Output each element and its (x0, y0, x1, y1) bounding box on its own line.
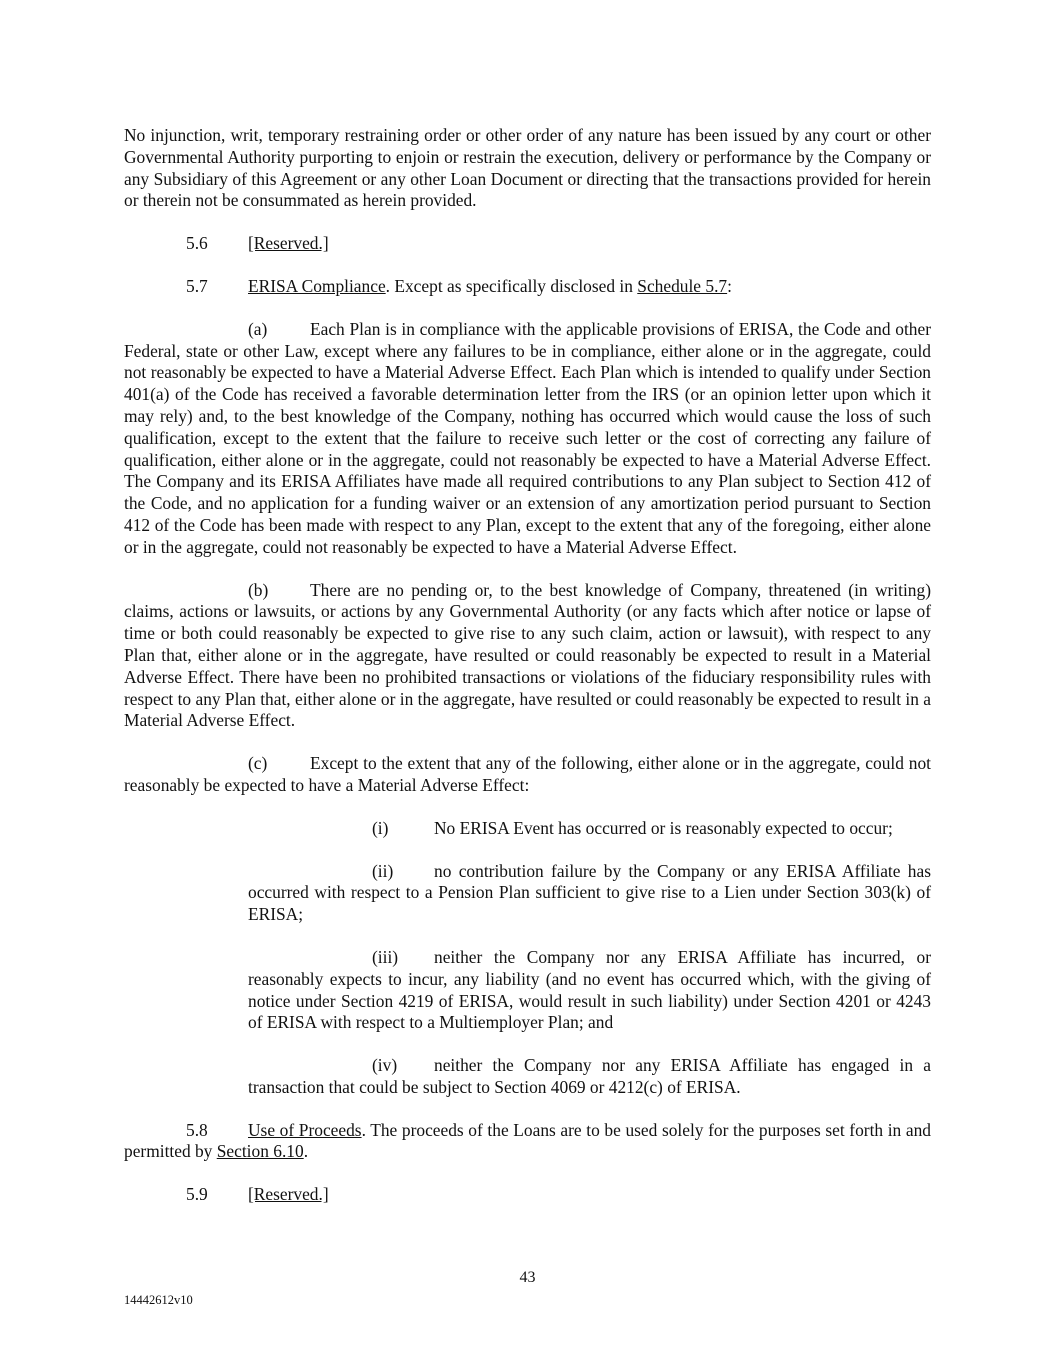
section-title: [Reserved.] (248, 1184, 329, 1205)
section-lead-text: . Except as specifically disclosed in (385, 275, 638, 296)
subparagraph-iv (248, 1055, 931, 1099)
section-title: ERISA Compliance (248, 275, 386, 296)
paragraph-a (124, 319, 931, 559)
subparagraph-text: no contribution failure by the Company or any ERISA Affiliate has occurred with respect to a Pension Plan sufficient to give rise to a Lien under Section 303(k) of ERISA; (248, 860, 931, 925)
intro-paragraph: No injunction, writ, temporary restraining order or other order of any nature has been issued by any court or other Governmental Authority purporting to enjoin or restrain the execution, delivery or performance by the Company or any Subsidiary of this Agreement or any other Loan Document or directing that the transactions provided for herein or therein not be consummated as herein provided. (124, 125, 931, 211)
paragraph-label: (c) (248, 753, 268, 774)
subparagraph-text: neither the Company nor any ERISA Affiliate has incurred, or reasonably expects to incur, any liability (and no event has occurred which, with the giving of notice under Section 4219 of ERISA, would result in such liability) under Section 4201 or 4243 of ERISA with respect to a Multiemployer Plan; and (248, 946, 931, 1033)
paragraph-c (124, 753, 931, 797)
section-5-7: 5.7 ERISA Compliance. Except as specifically disclosed in Schedule 5.7: (186, 275, 732, 296)
section-number: 5.7 (186, 275, 208, 296)
page-number: 43 (519, 1269, 536, 1286)
section-number: 5.6 (186, 233, 208, 254)
subparagraph-ii (248, 861, 931, 926)
paragraph-text: Except to the extent that any of the following, either alone or in the aggregate, could not reasonably be expected to have a Material Adverse Effect: (124, 753, 931, 795)
schedule-reference: Schedule 5.7 (637, 275, 728, 296)
section-reference: Section 6.10 (216, 1141, 304, 1162)
subparagraph-iii (248, 947, 931, 1034)
section-title: Use of Proceeds (248, 1119, 362, 1140)
paragraph-label: (b) (248, 579, 269, 600)
section-lead-text: . The proceeds of the Loans are to be used solely for the purposes set forth in and permitted by (124, 1119, 931, 1162)
paragraph-text: Each Plan is in compliance with the applicable provisions of ERISA, the Code and other Federal, state or other Law, except where any failures to be in compliance, either alone or in the aggregate, could not reasonably be expected to have a Material Adverse Effect. Each Plan which is intended to qualify under Section 401(a) of the Code has received a favorable determination letter from the IRS (or an opinion letter upon which it may rely) and, to the best knowledge of the Company, nothing has occurred which would cause the loss of such qualification, except to the extent that the failure to receive such letter or the cost of correcting any failure of qualification, either alone or in the aggregate, could not reasonably be expected to have a Material Adverse Effect. The Company and its ERISA Affiliates have made all required contributions to any Plan subject to Section 412 of the Code, and no application for a funding waiver or an extension of any amortization period pursuant to Section 412 of the Code has been made with respect to any Plan, except to the extent that any of the foregoing, either alone or in the aggregate, could not reasonably be expected to have a Material Adverse Effect. (124, 318, 931, 557)
subparagraph-text: No ERISA Event has occurred or is reasonably expected to occur; (434, 817, 893, 838)
section-5-9 (124, 1184, 931, 1206)
subparagraph-i (248, 818, 931, 840)
subparagraph-label: (i) (372, 817, 389, 838)
paragraph-text: There are no pending or, to the best knowledge of Company, threatened (in writing) claims, actions or lawsuits, or actions by any Governmental Authority (or any facts which after notice or lapse of time or both could reasonably be expected to give rise to any such claim, action or lawsuit), with respect to any Plan that, either alone or in the aggregate, have resulted or could reasonably be expected to result in a Material Adverse Effect. There have been no prohibited transactions or violations of the fiduciary responsibility rules with respect to any Plan that, either alone or in the aggregate, have resulted or could reasonably be expected to result in a Material Adverse Effect. (124, 579, 931, 731)
section-5-8: 5.8 Use of Proceeds. The proceeds of the Loans are to be used solely for the purposes set forth in and permitted by Section 6.10. (124, 1119, 931, 1162)
section-number: 5.8 (186, 1119, 208, 1140)
subparagraph-label: (ii) (372, 860, 394, 881)
subparagraph-label: (iv) (372, 1055, 398, 1076)
section-title: [Reserved.] (248, 233, 329, 254)
subparagraph-label: (iii) (372, 946, 399, 967)
subparagraph-text: neither the Company nor any ERISA Affiliate has engaged in a transaction that could be subject to Section 4069 or 4212(c) of ERISA. (248, 1055, 931, 1097)
section-number: 5.9 (186, 1184, 208, 1205)
paragraph-b (124, 580, 931, 733)
document-id: 14442612v10 (124, 1293, 193, 1307)
document-body (124, 125, 931, 1206)
section-5-6 (124, 233, 931, 255)
paragraph-label: (a) (248, 318, 268, 339)
